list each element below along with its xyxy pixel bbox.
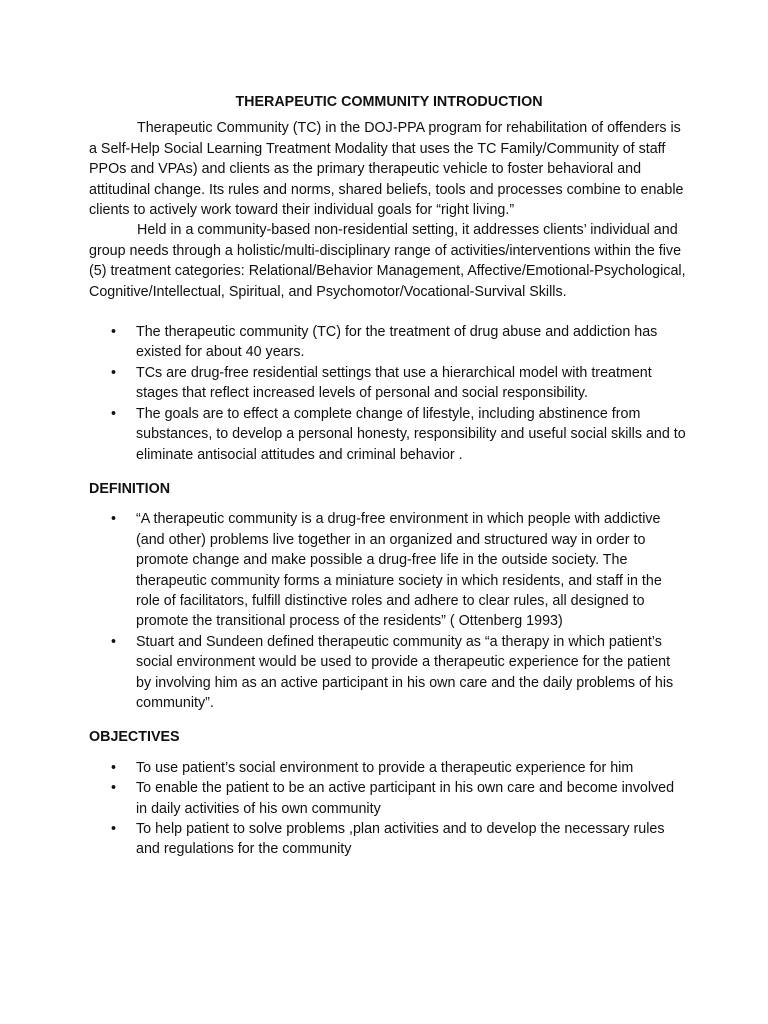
bullet-icon: • (111, 511, 117, 528)
list-item-text: “A therapeutic community is a drug-free environment in which people with addictive (and other) problems live together in an organized and structured way in order to promote change and make possible a drug-free life in the outside society. The therapeutic community forms a miniature society in which residents, and staff in the role of facilitators, fulfill distinctive roles and adhere to clear rules, all designed to promote the transitional process of the residents” ( Ottenberg 1993) (136, 511, 662, 630)
intro-paragraph-2: Held in a community-based non-residential setting, it addresses clients’ individual and group needs through a holistic/multi-disciplinary range of activities/interventions within the five (5) treatment categories: Relational/Behavior Management, Affective/Emotional-Psychological, Cognitive/Intellectual, Spiritual, and Psychomotor/Vocational-Survival Skills. (89, 222, 686, 300)
bullet-icon: • (111, 405, 117, 422)
list-item (89, 758, 689, 778)
list-item-text: The therapeutic community (TC) for the treatment of drug abuse and addiction has existed for about 40 years. (136, 324, 658, 361)
page-title: THERAPEUTIC COMMUNITY INTRODUCTION (235, 94, 543, 110)
list-item (89, 322, 689, 363)
list-item (89, 363, 689, 404)
bullet-icon: • (111, 780, 117, 797)
bullet-icon: • (111, 821, 117, 837)
list-item-text: To help patient to solve problems ,plan activities and to develop the necessary rules and regulations for the community (136, 821, 665, 858)
list-item-text: To use patient’s social environment to provide a therapeutic experience for him (136, 759, 634, 776)
objectives-heading: OBJECTIVES (89, 729, 180, 746)
list-item (89, 404, 689, 465)
intro-paragraph-1: Therapeutic Community (TC) in the DOJ-PPA program for rehabilitation of offenders is a Self-Help Social Learning Treatment Modality that uses the TC Family/Community of staff PPOs and VPAs) and clients as the primary therapeutic vehicle to foster behavioral and attitudinal change. Its rules and norms, shared beliefs, tools and processes combine to enable clients to actively work toward their individual goals for “right living.” (89, 120, 684, 219)
bullet-icon: • (111, 324, 117, 341)
definition-heading: DEFINITION (89, 480, 171, 497)
list-item (89, 819, 689, 860)
list-item-text: The goals are to effect a complete change of lifestyle, including abstinence from substances, to develop a personal honesty, responsibility and useful social skills and to eliminate antisocial attitudes and criminal behavior . (136, 405, 686, 463)
document-body (89, 92, 689, 860)
objectives-bullet-list (89, 758, 689, 860)
bullet-icon: • (111, 633, 117, 650)
bullet-icon: • (111, 759, 117, 776)
list-item (89, 509, 689, 631)
list-item (89, 632, 689, 714)
intro-bullet-list (89, 322, 689, 465)
bullet-icon: • (111, 364, 117, 381)
spacer (89, 302, 689, 322)
list-item (89, 778, 689, 819)
list-item-text: Stuart and Sundeen defined therapeutic community as “a therapy in which patient’s social environment would be used to provide a therapeutic experience for the patient by involving him as an active participant in his own care and the daily problems of his community”. (136, 633, 674, 711)
list-item-text: To enable the patient to be an active participant in his own care and become involved in daily activities of his own community (136, 780, 675, 817)
definition-bullet-list (89, 509, 689, 713)
list-item-text: TCs are drug-free residential settings that use a hierarchical model with treatment stages that reflect increased levels of personal and social responsibility. (136, 364, 652, 402)
